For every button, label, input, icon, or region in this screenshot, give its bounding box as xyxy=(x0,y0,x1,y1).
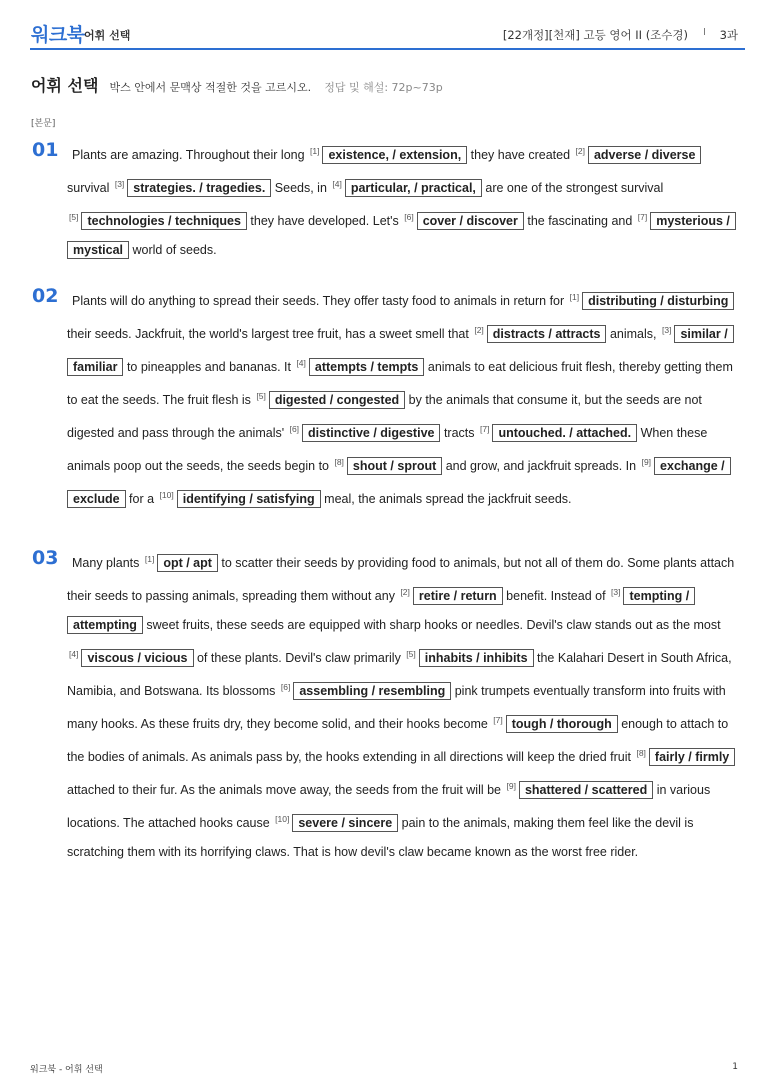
brand-subtitle: 어휘 선택 xyxy=(84,29,131,42)
passage-sentence: Seeds, in xyxy=(271,181,331,195)
question-number: [6] xyxy=(280,682,291,692)
question-number: [7] xyxy=(637,212,648,222)
vocab-choice-box[interactable]: distributing / disturbing xyxy=(582,292,734,310)
vocab-choice-box[interactable]: tempting / attempting xyxy=(67,587,695,634)
vocab-choice-box[interactable]: distinctive / digestive xyxy=(302,424,440,442)
vocab-choice-box[interactable]: shattered / scattered xyxy=(519,781,653,799)
vocab-choice-box[interactable]: opt / apt xyxy=(157,554,218,572)
passage-text xyxy=(67,283,745,514)
question-number: [2] xyxy=(400,587,410,597)
question-number: [3] xyxy=(114,179,125,189)
passage-number: 03 xyxy=(32,547,59,569)
passage-text xyxy=(67,137,745,265)
passage-text xyxy=(67,545,745,867)
question-number: [5] xyxy=(69,212,79,222)
brand-title: 워크북 xyxy=(31,24,85,46)
passage-sentence: in various locations. The attached hooks cause xyxy=(67,783,711,830)
passage-sentence: and grow, and jackfruit spreads. In xyxy=(442,459,640,473)
vocab-choice-box[interactable]: strategies. / tragedies. xyxy=(127,179,271,197)
passage-number: 02 xyxy=(32,285,59,307)
vocab-choice-box[interactable]: inhabits / inhibits xyxy=(419,649,534,667)
answer-reference: 정답 및 해설: 72p~73p xyxy=(324,81,443,94)
question-number: [2] xyxy=(575,146,585,156)
header-separator: I xyxy=(703,27,706,38)
passage-sentence: animals to eat delicious fruit flesh, thereby getting them to eat the seeds. The fruit flesh is xyxy=(67,360,733,407)
passage-sentence: Plants will do anything to spread their seeds. They offer tasty food to animals in return for xyxy=(72,294,568,308)
page-header xyxy=(0,0,768,50)
question-number: [9] xyxy=(506,781,516,791)
question-number: [10] xyxy=(275,814,290,824)
vocab-choice-box[interactable]: retire / return xyxy=(413,587,503,605)
vocab-choice-box[interactable]: shout / sprout xyxy=(347,457,442,475)
vocab-choice-box[interactable]: mysterious / mystical xyxy=(67,212,736,259)
vocab-choice-box[interactable]: existence, / extension, xyxy=(322,146,467,164)
vocab-choice-box[interactable]: cover / discover xyxy=(417,212,524,230)
footer-title: 워크북 - 어휘 선택 xyxy=(30,1065,103,1075)
question-number: [7] xyxy=(480,424,490,434)
passage-sentence: for a xyxy=(125,492,158,506)
passage-sentence: benefit. Instead of xyxy=(502,589,610,603)
question-number: [9] xyxy=(641,457,652,467)
question-number: [6] xyxy=(289,424,300,434)
question-number: [4] xyxy=(69,649,79,659)
course-title: [22개정][천재] 고등 영어 II (조수경) xyxy=(502,28,688,42)
instruction-text: 박스 안에서 문맥상 적절한 것을 고르시오. xyxy=(109,81,312,94)
vocab-choice-box[interactable]: attempts / tempts xyxy=(309,358,425,376)
vocab-choice-box[interactable]: assembling / resembling xyxy=(293,682,451,700)
section-title-row xyxy=(31,73,751,96)
vocab-choice-box[interactable]: fairly / firmly xyxy=(649,748,735,766)
vocab-choice-box[interactable]: distracts / attracts xyxy=(487,325,607,343)
section-title: 어휘 선택 xyxy=(31,76,99,95)
vocab-choice-box[interactable]: particular, / practical, xyxy=(345,179,482,197)
passage-sentence: by the animals that consume it, but the seeds are not digested and pass through the animals' xyxy=(67,393,702,440)
passage-sentence: meal, the animals spread the jackfruit seeds. xyxy=(320,492,572,506)
passage-sentence: Many plants xyxy=(72,556,143,570)
passage-sentence: world of seeds. xyxy=(129,243,217,257)
passage-sentence: their seeds. Jackfruit, the world's largest tree fruit, has a sweet smell that xyxy=(67,327,473,341)
header-divider xyxy=(30,48,745,50)
question-number: [2] xyxy=(474,325,484,335)
question-number: [8] xyxy=(334,457,344,467)
passage-sentence: to scatter their seeds by providing food to animals, but not all of them do. Some plants attach their seeds to passing animals, spreading them without any xyxy=(67,556,735,603)
passage-sentence: survival xyxy=(67,181,113,195)
passage-sentence: they have developed. Let's xyxy=(246,214,403,228)
passage-sentence: the fascinating and xyxy=(523,214,636,228)
vocab-choice-box[interactable]: identifying / satisfying xyxy=(177,490,321,508)
vocab-choice-box[interactable]: similar / familiar xyxy=(67,325,734,376)
passage-sentence: enough to attach to the bodies of animals. As animals pass by, the hooks extending in all directions will keep the dried fruit xyxy=(67,717,729,764)
vocab-choice-box[interactable]: tough / thorough xyxy=(506,715,618,733)
lesson-number: 3과 xyxy=(719,28,738,42)
vocab-choice-box[interactable]: adverse / diverse xyxy=(588,146,701,164)
passage-sentence: attached to their fur. As the animals move away, the seeds from the fruit will be xyxy=(67,783,505,797)
passage-sentence: are one of the strongest survival xyxy=(481,181,664,195)
passage-sentence: animals, xyxy=(606,327,660,341)
question-number: [10] xyxy=(159,490,174,500)
question-number: [3] xyxy=(661,325,672,335)
page-number: 1 xyxy=(732,1062,738,1072)
vocab-choice-box[interactable]: exchange / exclude xyxy=(67,457,731,508)
question-number: [1] xyxy=(144,554,155,564)
question-number: [4] xyxy=(332,179,342,189)
vocab-choice-box[interactable]: digested / congested xyxy=(269,391,405,409)
question-number: [1] xyxy=(569,292,580,302)
passage-sentence: of these plants. Devil's claw primarily xyxy=(193,651,405,665)
vocab-choice-box[interactable]: technologies / techniques xyxy=(81,212,247,230)
question-number: [6] xyxy=(404,212,414,222)
passage-sentence: pink trumpets eventually transform into fruits with many hooks. As these fruits dry, they become solid, and their hooks become xyxy=(67,684,726,731)
question-number: [1] xyxy=(310,146,320,156)
passage-sentence: the Kalahari Desert in South Africa, Namibia, and Botswana. Its blossoms xyxy=(67,651,732,698)
passage-sentence: they have created xyxy=(467,148,574,162)
passage-sentence: Plants are amazing. Throughout their long xyxy=(72,148,309,162)
passage-sentence: sweet fruits, these seeds are equipped with sharp hooks or needles. Devil's claw stands out as the most xyxy=(142,618,721,632)
question-number: [5] xyxy=(406,649,416,659)
passage-sentence: When these animals poop out the seeds, the seeds begin to xyxy=(67,426,708,473)
passage-sentence: to pineapples and bananas. It xyxy=(123,360,295,374)
question-number: [8] xyxy=(636,748,646,758)
question-number: [7] xyxy=(493,715,503,725)
question-number: [5] xyxy=(256,391,266,401)
passage-sentence: tracts xyxy=(440,426,478,440)
vocab-choice-box[interactable]: untouched. / attached. xyxy=(492,424,637,442)
vocab-choice-box[interactable]: viscous / vicious xyxy=(81,649,193,667)
vocab-choice-box[interactable]: severe / sincere xyxy=(292,814,398,832)
body-label: [본문] xyxy=(31,119,56,129)
question-number: [4] xyxy=(296,358,306,368)
question-number: [3] xyxy=(611,587,621,597)
passage-number: 01 xyxy=(32,139,59,161)
passage-sentence: pain to the animals, making them feel like the devil is scratching them with its horrifying claws. That is how devil's claw became known as the worst free rider. xyxy=(67,816,694,859)
